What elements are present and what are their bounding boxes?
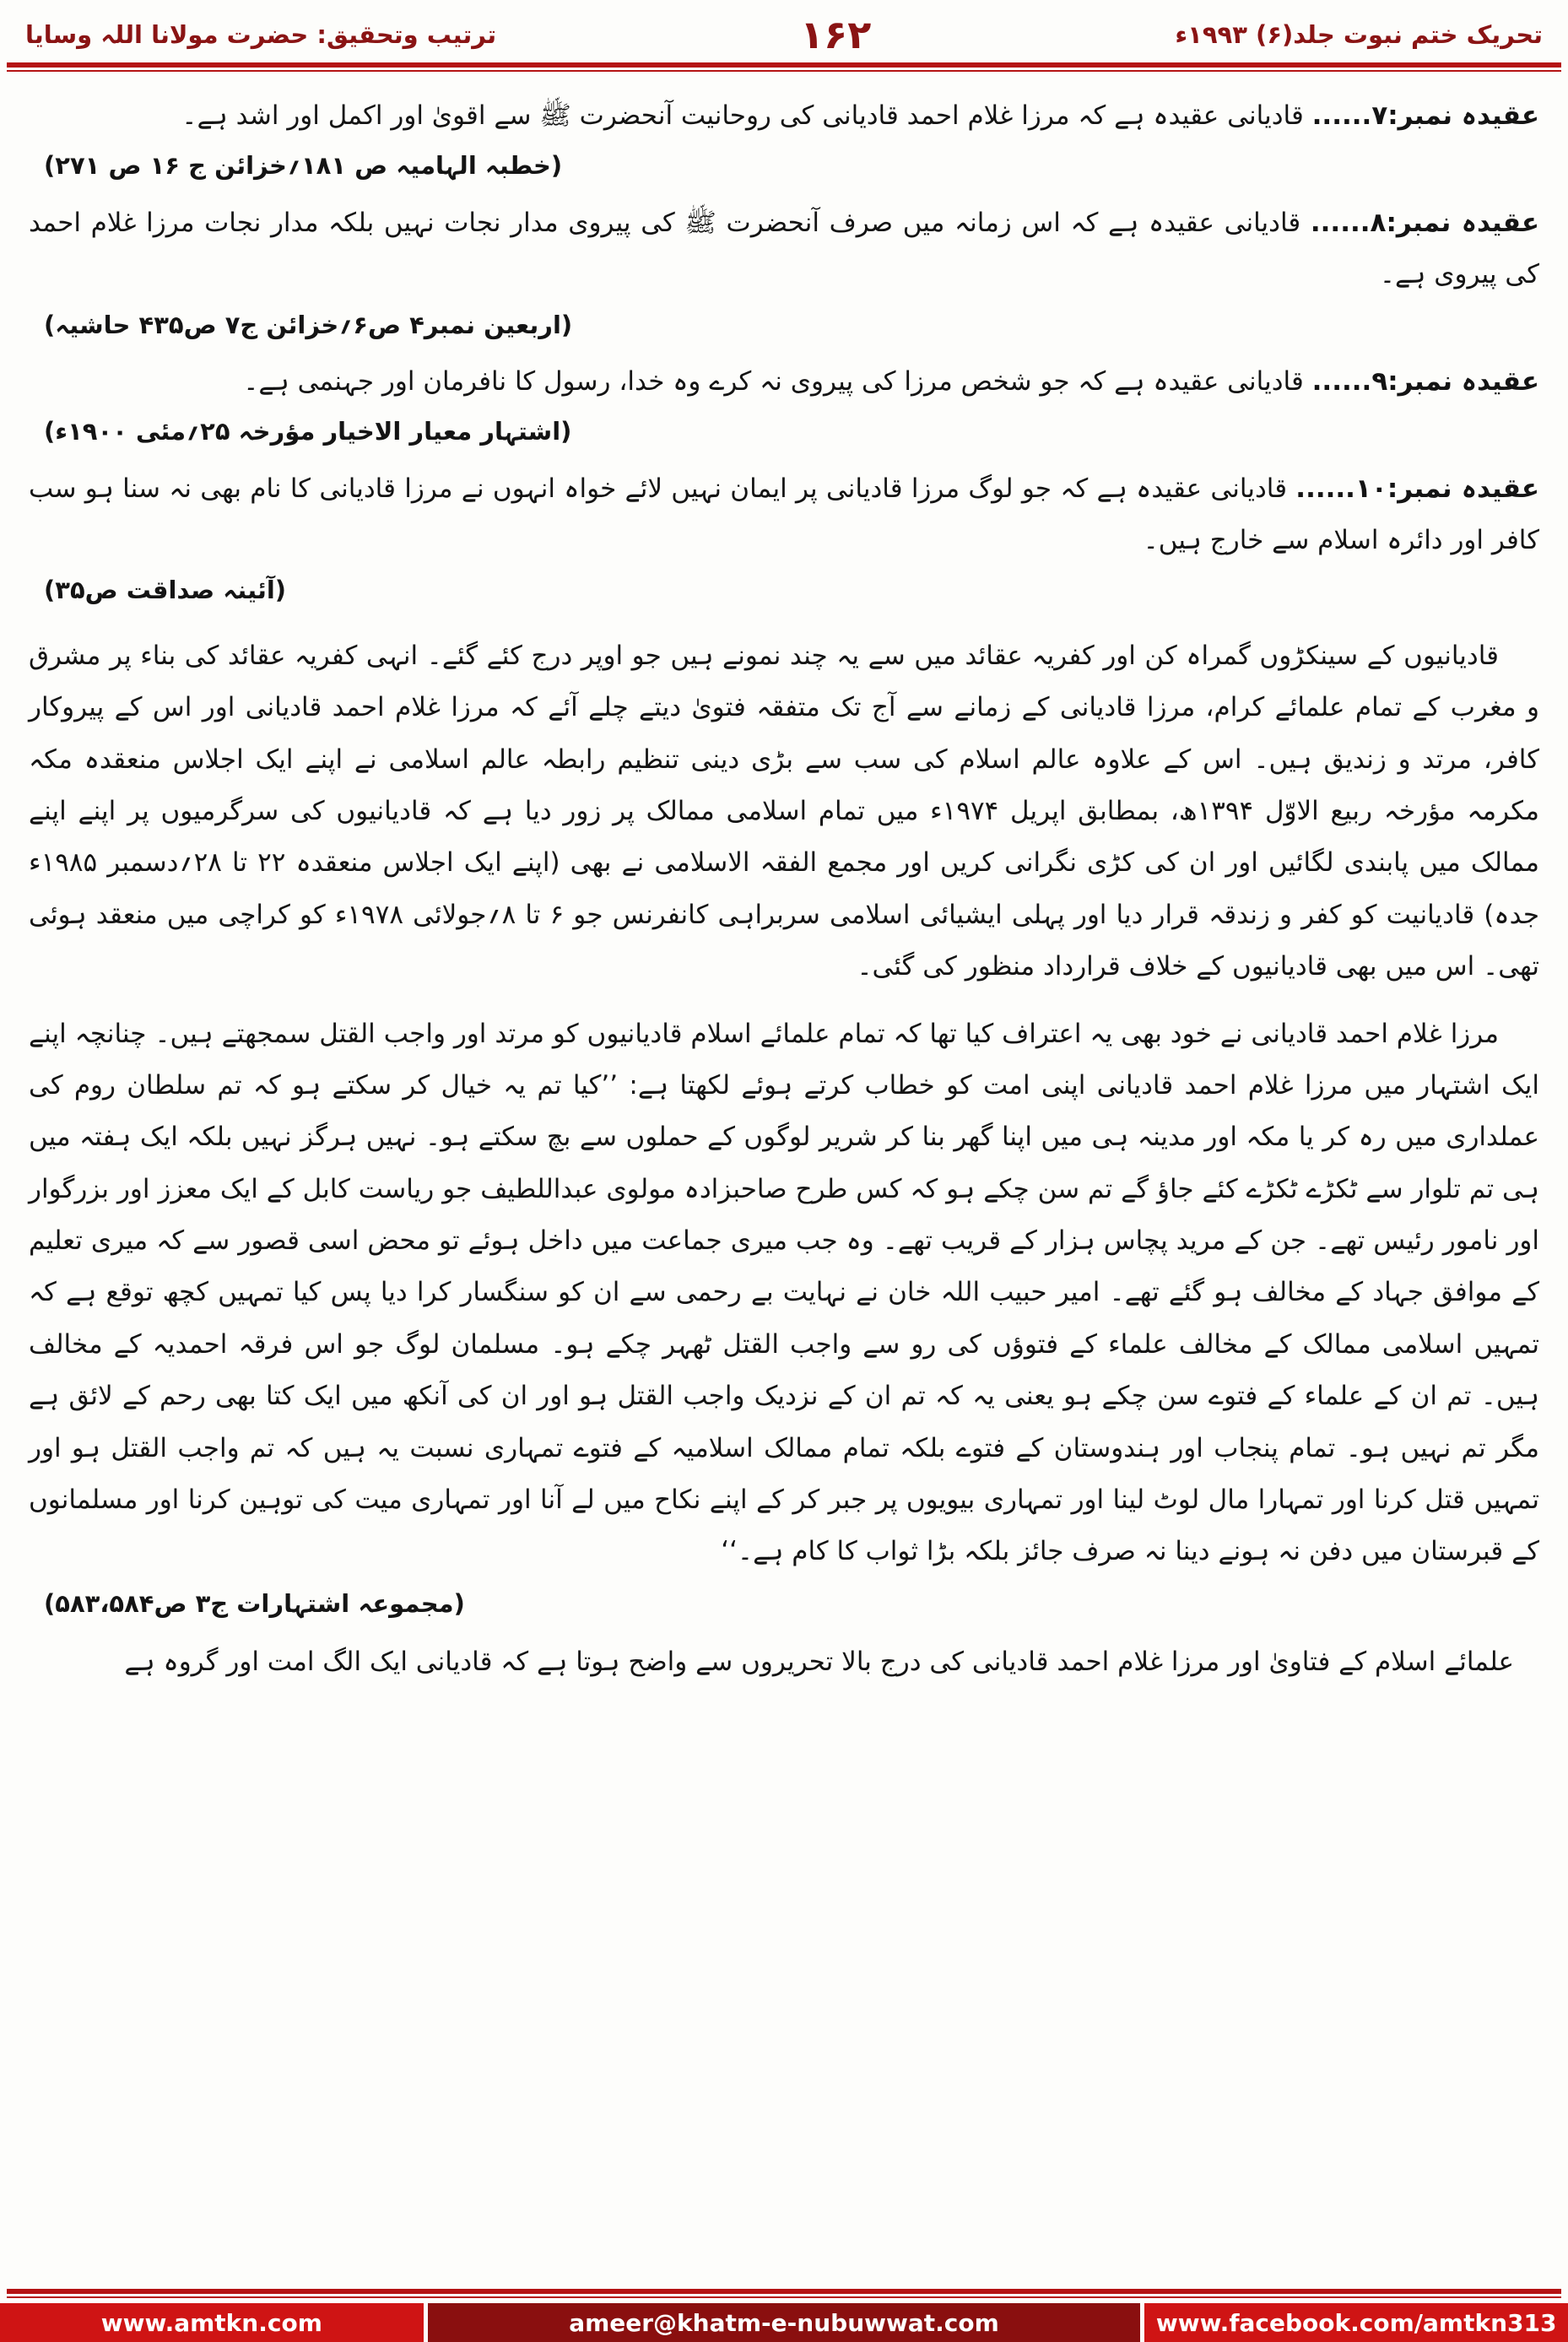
footer-email-link: ameer@khatm-e-nubuwwat.com xyxy=(428,2303,1141,2342)
footer-website-link: www.amtkn.com xyxy=(0,2303,424,2342)
belief-label: عقیدہ نمبر:۸...... xyxy=(1310,207,1539,238)
belief-item-9 xyxy=(29,356,1539,457)
top-rule-thick xyxy=(7,62,1561,68)
belief-text: قادیانی عقیدہ ہے کہ جو شخص مرزا کی پیروی نہ کرے وہ خدا، رسول کا نافرمان اور جہنمی ہے۔ xyxy=(243,365,1304,397)
page-header xyxy=(0,0,1568,62)
belief-label: عقیدہ نمبر:۱۰...... xyxy=(1295,473,1539,504)
page-footer xyxy=(0,2289,1568,2342)
belief-text: قادیانی عقیدہ ہے کہ جو لوگ مرزا قادیانی پر ایمان نہیں لائے خواہ انہوں نے مرزا قادیانی کا نام بھی نہ سنا ہو سب کافر اور دائرہ اسلام سے خارج ہیں۔ xyxy=(29,473,1539,556)
paragraph-fatwas: قادیانیوں کے سینکڑوں گمراہ کن اور کفریہ عقائد میں سے یہ چند نمونے ہیں جو اوپر درج کئے گئے۔ انہی کفریہ عقائد کی بناء پر مشرق و مغرب کے تمام علمائے کرام، مرزا قادیانی کے زمانے سے آج تک متفقہ فتویٰ دیتے چلے آئے کہ مرزا غلام احمد قادیانی اور اس کے پیروکار کافر، مرتد و زندیق ہیں۔ اس کے علاوہ عالم اسلام کی سب سے بڑی دینی تنظیم رابطہ عالم اسلامی نے اپنے ایک اجلاس منعقدہ مکہ مکرمہ مؤرخہ ربیع الاوّل ۱۳۹۴ھ، بمطابق اپریل ۱۹۷۴ء میں تمام اسلامی ممالک پر زور دیا ہے کہ قادیانیوں کی سرگرمیوں پر اپنے اپنے ممالک میں پابندی لگائیں اور ان کی کڑی نگرانی کریں اور مجمع الفقہ الاسلامی نے بھی (اپنے ایک اجلاس منعقدہ ۲۲ تا ۲۸؍دسمبر ۱۹۸۵ء جدہ) قادیانیت کو کفر و زندقہ قرار دیا اور پہلی ایشیائی اسلامی سربراہی کانفرنس جو ۶ تا ۸؍جولائی ۱۹۷۸ء کو کراچی میں منعقد ہوئی تھی۔ اس میں بھی قادیانیوں کے خلاف قرارداد منظور کی گئی۔ xyxy=(29,640,1540,982)
belief-label: عقیدہ نمبر:۹...... xyxy=(1311,365,1539,397)
belief-text: قادیانی عقیدہ ہے کہ اس زمانہ میں صرف آنحضرت ﷺ کی پیروی مدار نجات نہیں بلکہ مدار نجات مرزا غلام احمد کی پیروی ہے۔ xyxy=(29,207,1539,290)
paragraph-mirza-quote: مرزا غلام احمد قادیانی نے خود بھی یہ اعتراف کیا تھا کہ تمام علمائے اسلام قادیانیوں کو مرتد اور واجب القتل سمجھتے ہیں۔ چنانچہ اپنے ایک اشتہار میں مرزا غلام احمد قادیانی اپنی امت کو خطاب کرتے ہوئے لکھتا ہے: ’’کیا تم یہ خیال کر سکتے ہو کہ تم سلطان روم کی عملداری میں رہ کر یا مکہ اور مدینہ ہی میں اپنا گھر بنا کر شریر لوگوں کے حملوں سے بچ سکتے ہو۔ نہیں ہرگز نہیں بلکہ ایک ہفتہ میں ہی تم تلوار سے ٹکڑے ٹکڑے کئے جاؤ گے تم سن چکے ہو کہ کس طرح صاحبزادہ مولوی عبداللطیف جو ریاست کابل کے ایک معزز اور بزرگوار اور نامور رئیس تھے۔ جن کے مرید پچاس ہزار کے قریب تھے۔ وہ جب میری جماعت میں داخل ہوئے تو محض اسی قصور سے کہ میری تعلیم کے موافق جہاد کے مخالف ہو گئے تھے۔ امیر حبیب اللہ خان نے نہایت بے رحمی سے ان کو سنگسار کرا دیا پس کیا تمہیں کچھ توقع ہے کہ تمہیں اسلامی ممالک کے مخالف علماء کے فتوؤں کی رو سے واجب القتل ٹھہر چکے ہو۔ مسلمان لوگ جو اس فرقہ احمدیہ کے مخالف ہیں۔ تم ان کے علماء کے فتوے سن چکے ہو یعنی یہ کہ تم ان کے نزدیک واجب القتل ہو اور ان کی آنکھ میں ایک کتا بھی رحم کے لائق ہے مگر تم نہیں ہو۔ تمام پنجاب اور ہندوستان کے فتوے بلکہ تمام ممالک اسلامیہ کے فتوے تمہاری نسبت یہ ہیں کہ تم واجب القتل ہو اور تمہیں قتل کرنا اور تمہارا مال لوٹ لینا اور تمہاری بیویوں پر جبر کر کے اپنے نکاح میں لے آنا اور تمہاری میت کی توہین کرنا اور مسلمانوں کے قبرستان میں دفن نہ ہونے دینا نہ صرف جائز بلکہ بڑا ثواب کا کام ہے۔‘‘ xyxy=(29,1018,1539,1567)
belief-label: عقیدہ نمبر:۷...... xyxy=(1311,100,1539,131)
paragraph-reference: (مجموعہ اشتہارات ج۳ ص۵۸۳،۵۸۴) xyxy=(44,1588,465,1618)
page-body xyxy=(0,72,1568,1688)
belief-text: قادیانی عقیدہ ہے کہ مرزا غلام احمد قادیانی کی روحانیت آنحضرت ﷺ سے اقویٰ اور اکمل اور اشد ہے۔ xyxy=(181,100,1304,131)
header-credit: ترتیب وتحقیق: حضرت مولانا اللہ وسایا xyxy=(25,20,497,49)
belief-reference: (آئینہ صداقت ص۳۵) xyxy=(44,576,287,605)
header-title: تحریک ختم نبوت جلد(۶) ۱۹۹۳ء xyxy=(1175,20,1543,49)
bottom-rule-thick xyxy=(7,2289,1561,2294)
footer-bar xyxy=(0,2303,1568,2342)
footer-facebook-link: www.facebook.com/amtkn313 xyxy=(1144,2303,1568,2342)
belief-item-10 xyxy=(29,463,1539,615)
belief-reference: (خطبہ الہامیہ ص ۱۸۱؍خزائن ج ۱۶ ص ۲۷۱) xyxy=(44,151,563,181)
belief-item-8 xyxy=(29,197,1539,349)
belief-reference: (اشتہار معیار الاخیار مؤرخہ ۲۵؍مئی ۱۹۰۰ء) xyxy=(44,417,572,446)
belief-item-7 xyxy=(29,90,1539,191)
page-number: ۱۶۲ xyxy=(800,12,872,57)
closing-line: علمائے اسلام کے فتاویٰ اور مرزا غلام احمد قادیانی کی درج بالا تحریروں سے واضح ہوتا ہے کہ قادیانی ایک الگ امت اور گروہ ہے xyxy=(124,1647,1514,1678)
bottom-rule-thin xyxy=(7,2296,1561,2298)
belief-reference: (اربعین نمبر۴ ص۶؍خزائن ج۷ ص۴۳۵ حاشیہ) xyxy=(44,310,573,339)
